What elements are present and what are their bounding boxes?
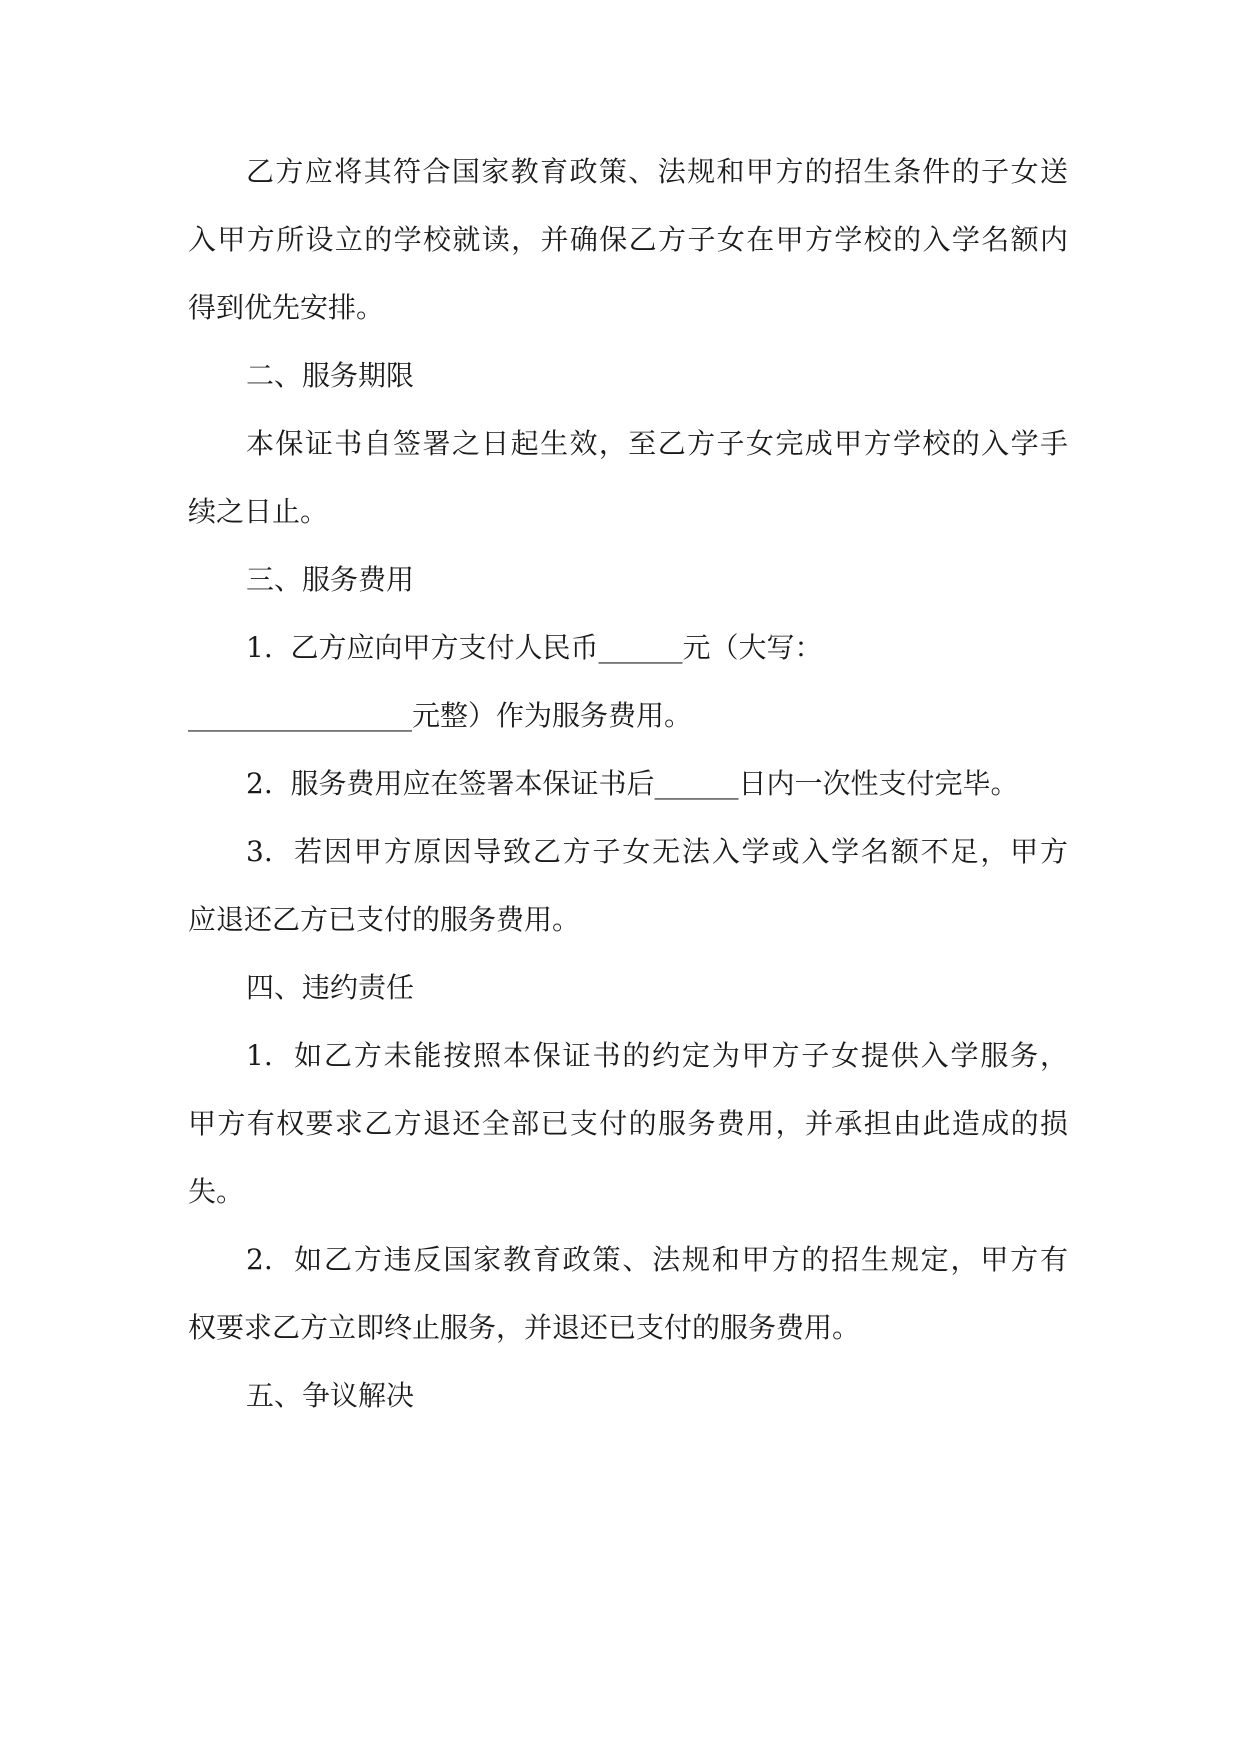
list-item-line: 1. 如乙方未能按照本保证书的约定为甲方子女提供入学服务， (246, 1039, 1068, 1072)
paragraph-line: 续之日止。 (188, 495, 329, 528)
list-item-line: 权要求乙方立即终止服务，并退还已支付的服务费用。 (188, 1311, 861, 1344)
list-item-line: 甲方有权要求乙方退还全部已支付的服务费用，并承担由此造成的损 (188, 1107, 1068, 1140)
section-heading: 二、服务期限 (246, 359, 415, 392)
section-heading: 三、服务费用 (246, 563, 415, 596)
list-item-line: 应退还乙方已支付的服务费用。 (188, 903, 581, 936)
list-item-line: 2. 如乙方违反国家教育政策、法规和甲方的招生规定，甲方有 (246, 1243, 1068, 1276)
list-item-line: 1. 乙方应向甲方支付人民币______元（大写： (246, 631, 823, 664)
paragraph-line: 得到优先安排。 (188, 291, 385, 324)
paragraph-line: 本保证书自签署之日起生效，至乙方子女完成甲方学校的入学手 (246, 427, 1068, 460)
paragraph-line: 入甲方所设立的学校就读，并确保乙方子女在甲方学校的入学名额内 (188, 223, 1068, 256)
section-heading: 四、违约责任 (246, 971, 415, 1004)
list-item-line: 3. 若因甲方原因导致乙方子女无法入学或入学名额不足，甲方 (246, 835, 1068, 868)
paragraph-line: 乙方应将其符合国家教育政策、法规和甲方的招生条件的子女送 (246, 155, 1068, 188)
list-item-line: 2. 服务费用应在签署本保证书后______日内一次性支付完毕。 (246, 767, 1019, 800)
list-item-line: 失。 (188, 1175, 245, 1208)
list-item-line: ________________元整）作为服务费用。 (188, 699, 693, 732)
section-heading: 五、争议解决 (246, 1379, 415, 1412)
